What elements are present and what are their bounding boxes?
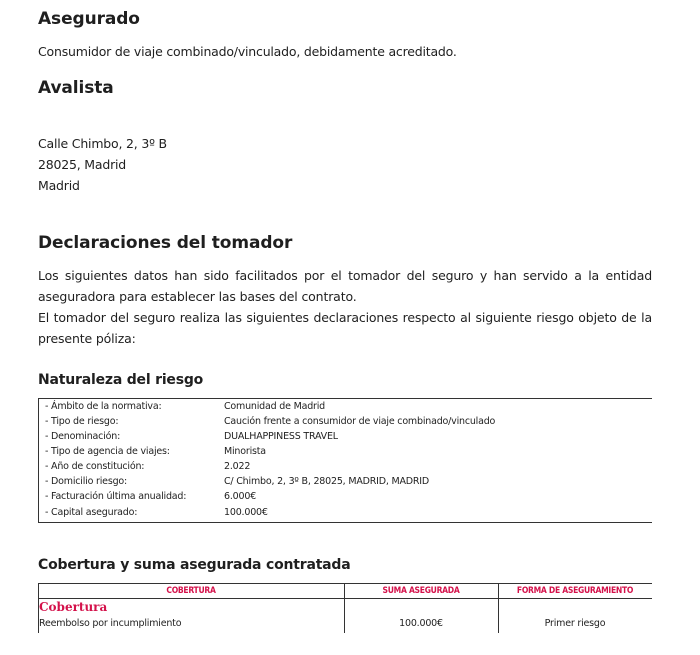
- risk-row-label: - Domicilio riesgo:: [45, 476, 128, 487]
- cobertura-cell-forma: Primer riesgo: [544, 618, 606, 629]
- section-heading-asegurado: Asegurado: [38, 9, 140, 29]
- section-heading-naturaleza: Naturaleza del riesgo: [38, 372, 204, 388]
- avalista-address-line1: Calle Chimbo, 2, 3º B: [38, 136, 167, 151]
- risk-row-value: 100.000€: [224, 507, 268, 518]
- avalista-address-line2: 28025, Madrid: [38, 157, 127, 172]
- column-header-suma-asegurada: SUMA ASEGURADA: [382, 586, 460, 596]
- risk-row-label: - Capital asegurado:: [45, 507, 138, 518]
- risk-row-value: Comunidad de Madrid: [224, 401, 326, 412]
- risk-row-value: Minorista: [224, 446, 266, 457]
- risk-row-label: - Año de constitución:: [45, 461, 145, 472]
- cobertura-cell-suma: 100.000€: [399, 618, 443, 629]
- risk-row-label: - Tipo de agencia de viajes:: [45, 446, 170, 457]
- risk-row-value: C/ Chimbo, 2, 3º B, 28025, MADRID, MADRID: [224, 476, 430, 487]
- naturaleza-bottom-rule: [38, 522, 652, 523]
- column-header-forma-aseguramiento: FORMA DE ASEGURAMIENTO: [516, 586, 634, 596]
- risk-row-label: - Ámbito de la normativa:: [45, 401, 162, 412]
- risk-row-value: 6.000€: [224, 491, 257, 502]
- naturaleza-left-border: [38, 398, 39, 522]
- risk-row-label: - Tipo de riesgo:: [45, 416, 119, 427]
- risk-row-value: Caución frente a consumidor de viaje combinado/vinculado: [224, 416, 496, 427]
- declaraciones-paragraph-1: Los siguientes datos han sido facilitados por el tomador del seguro y han servido a la entidad aseguradora para establecer las bases del contrato.: [38, 268, 652, 304]
- declaraciones-paragraph-2: El tomador del seguro realiza las siguientes declaraciones respecto al siguiente riesgo objeto de la presente póliza:: [38, 310, 652, 346]
- section-heading-declaraciones: Declaraciones del tomador: [38, 233, 293, 253]
- risk-row-label: - Denominación:: [45, 431, 121, 442]
- column-header-cobertura: COBERTURA: [166, 586, 216, 596]
- section-heading-cobertura: Cobertura y suma asegurada contratada: [38, 557, 351, 573]
- risk-row-label: - Facturación última anualidad:: [45, 491, 187, 502]
- cobertura-cell-name: Reembolso por incumplimiento: [39, 618, 182, 629]
- avalista-address-line3: Madrid: [38, 178, 80, 193]
- cobertura-header-rule: [38, 598, 652, 599]
- cobertura-group-label: Cobertura: [39, 600, 108, 614]
- asegurado-text: Consumidor de viaje combinado/vinculado, debidamente acreditado.: [38, 44, 457, 59]
- section-heading-avalista: Avalista: [38, 78, 114, 98]
- cobertura-top-rule: [38, 583, 652, 584]
- risk-row-value: DUALHAPPINESS TRAVEL: [224, 431, 338, 442]
- risk-row-value: 2.022: [224, 461, 251, 472]
- naturaleza-top-rule: [38, 398, 652, 399]
